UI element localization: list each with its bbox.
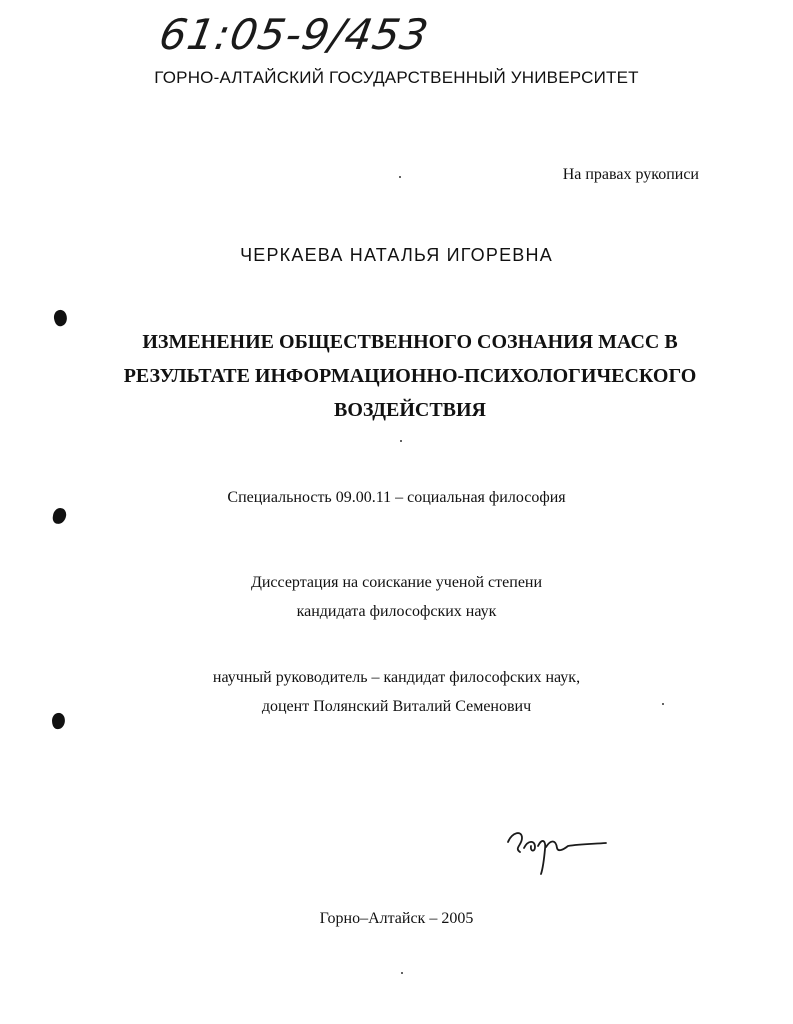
degree-line-1: Диссертация на соискание ученой степени (250, 574, 543, 591)
scan-speck (400, 440, 402, 442)
title-line-3: ВОЗДЕЙСТВИЯ (333, 399, 486, 421)
title-line-2: РЕЗУЛЬТАТЕ ИНФОРМАЦИОННО-ПСИХОЛОГИЧЕСКОГО (123, 365, 697, 387)
city-year: Горно–Алтайск – 2005 (319, 910, 474, 927)
scan-speck (662, 703, 664, 705)
title-line-1: ИЗМЕНЕНИЕ ОБЩЕСТВЕННОГО СОЗНАНИЯ МАСС В (142, 331, 678, 353)
author-name: ЧЕРКАЕВА НАТАЛЬЯ ИГОРЕВНА (240, 245, 553, 265)
supervisor-info (0, 663, 793, 721)
degree-description (0, 568, 793, 626)
supervisor-line-1: научный руководитель – кандидат философских наук, (212, 669, 581, 686)
degree-line-2: кандидата философских наук (296, 603, 497, 620)
dissertation-title (100, 325, 720, 427)
handwritten-signature (500, 818, 620, 876)
scan-speck (401, 972, 403, 974)
supervisor-line-2: доцент Полянский Виталий Семенович (261, 698, 532, 715)
university-name: ГОРНО-АЛТАЙСКИЙ ГОСУДАРСТВЕННЫЙ УНИВЕРСИТЕТ (154, 68, 639, 87)
manuscript-rights-note: На правах рукописи (562, 166, 699, 183)
binding-hole-mark (52, 308, 69, 327)
specialty-text: Специальность 09.00.11 – социальная философия (227, 489, 566, 506)
scan-speck (399, 176, 401, 178)
binding-hole-mark (52, 507, 67, 525)
handwritten-catalog-code: 61:05-9/453 (155, 10, 433, 59)
